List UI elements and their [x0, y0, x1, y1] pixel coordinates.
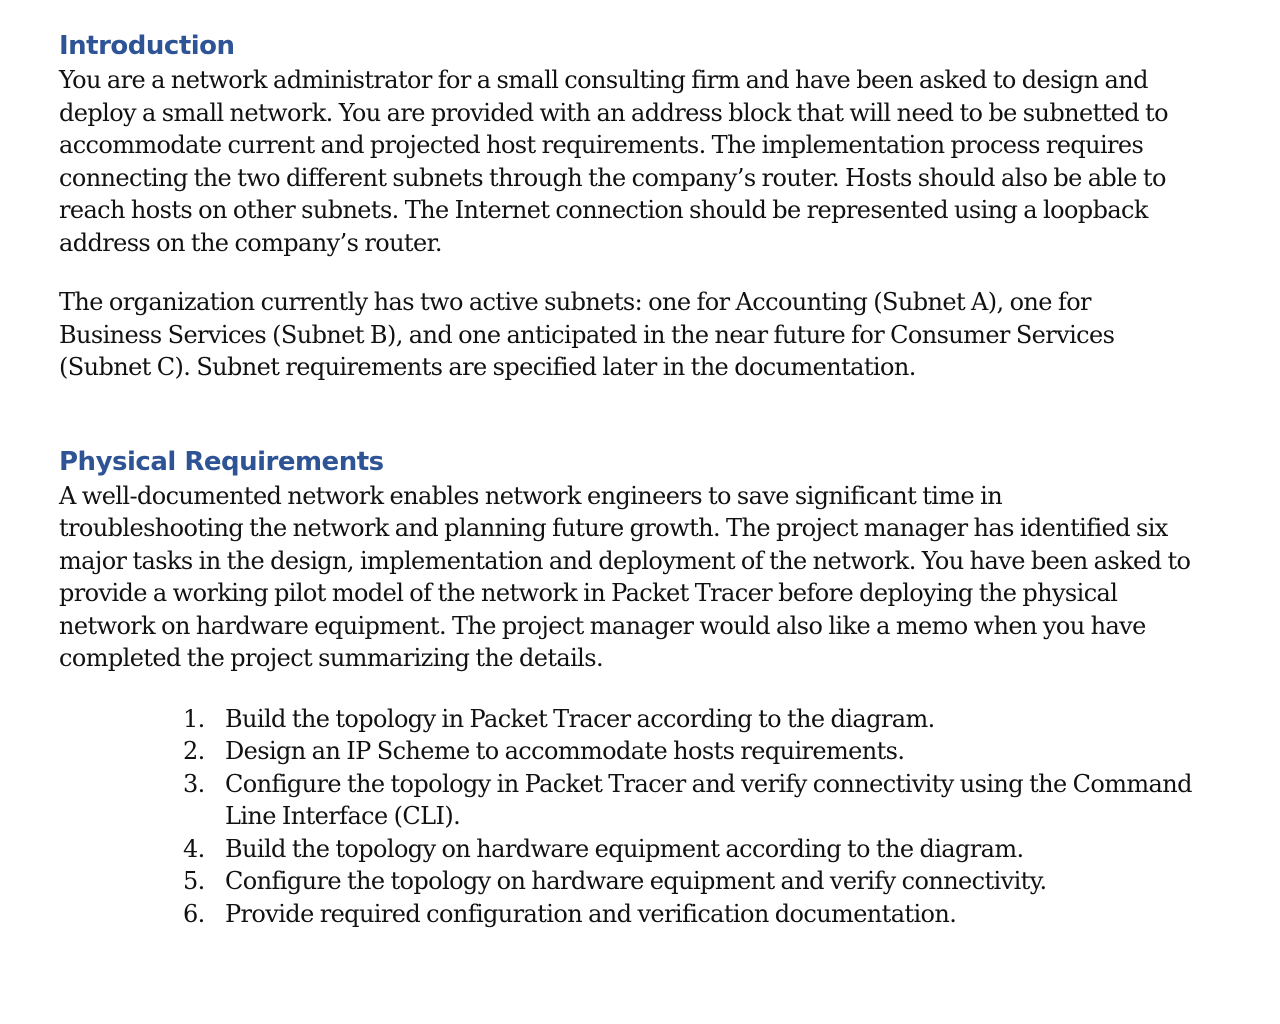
- text-line: connecting the two different subnets through the company’s router. Hosts should also be able to: [59, 163, 1166, 192]
- task-text: [225, 735, 904, 768]
- paragraph-spacer: [59, 675, 1239, 703]
- text-line: address on the company’s router.: [59, 228, 442, 257]
- task-item: [183, 865, 1280, 898]
- text-line: You are a network administrator for a small consulting firm and have been asked to design and: [59, 66, 1148, 94]
- text-line: network on hardware equipment. The project manager would also like a memo when you have: [59, 611, 1146, 640]
- introduction-heading: Introduction: [59, 31, 235, 61]
- task-number: 3.: [183, 769, 205, 798]
- task-text: [225, 703, 935, 736]
- physical-requirements-paragraph: [59, 480, 1239, 675]
- text-line: provide a working pilot model of the network in Packet Tracer before deploying the physical: [59, 579, 1118, 607]
- task-item: [183, 898, 1280, 931]
- text-line: major tasks in the design, implementation and deployment of the network. You have been asked to: [59, 546, 1191, 575]
- text-line: A well-documented network enables network engineers to save significant time in: [59, 481, 1003, 510]
- task-item: [183, 833, 1280, 866]
- text-line: Build the topology on hardware equipment according to the diagram.: [225, 834, 1024, 863]
- task-number: 2.: [183, 737, 205, 765]
- document-page: [59, 28, 1239, 930]
- task-number: 4.: [183, 834, 205, 863]
- task-text: [225, 898, 956, 931]
- task-text: [225, 865, 1047, 898]
- text-line: Business Services (Subnet B), and one anticipated in the near future for Consumer Services: [59, 320, 1115, 349]
- task-item: [183, 735, 1280, 768]
- task-list: [183, 703, 1280, 931]
- text-line: Configure the topology in Packet Tracer and verify connectivity using the Command: [225, 769, 1192, 798]
- paragraph-spacer: [59, 259, 1239, 286]
- text-line: completed the project summarizing the details.: [59, 644, 603, 672]
- task-number: 6.: [183, 899, 205, 928]
- physical-requirements-heading: Physical Requirements: [59, 446, 384, 477]
- task-text: [225, 768, 1192, 833]
- text-line: Line Interface (CLI).: [225, 802, 461, 830]
- task-number: 5.: [183, 867, 205, 895]
- text-line: Build the topology in Packet Tracer according to the diagram.: [225, 704, 935, 733]
- text-line: accommodate current and projected host requirements. The implementation process requires: [59, 131, 1144, 159]
- text-line: reach hosts on other subnets. The Internet connection should be represented using a loopback: [59, 196, 1148, 224]
- introduction-paragraph-2: [59, 286, 1239, 384]
- text-line: Provide required configuration and verification documentation.: [225, 899, 957, 928]
- text-line: deploy a small network. You are provided with an address block that will need to be subnetted to: [59, 98, 1168, 127]
- task-item: [183, 703, 1280, 736]
- task-item: [183, 768, 1280, 833]
- task-number: 1.: [183, 704, 205, 733]
- text-line: Design an IP Scheme to accommodate hosts requirements.: [225, 737, 905, 765]
- text-line: The organization currently has two active subnets: one for Accounting (Subnet A), one for: [59, 288, 1091, 316]
- section-spacer: [59, 384, 1239, 444]
- task-text: [225, 833, 1024, 866]
- text-line: Configure the topology on hardware equipment and verify connectivity.: [225, 867, 1047, 895]
- introduction-paragraph-1: [59, 64, 1239, 259]
- text-line: (Subnet C). Subnet requirements are specified later in the documentation.: [59, 353, 916, 381]
- text-line: troubleshooting the network and planning future growth. The project manager has identified six: [59, 514, 1168, 542]
